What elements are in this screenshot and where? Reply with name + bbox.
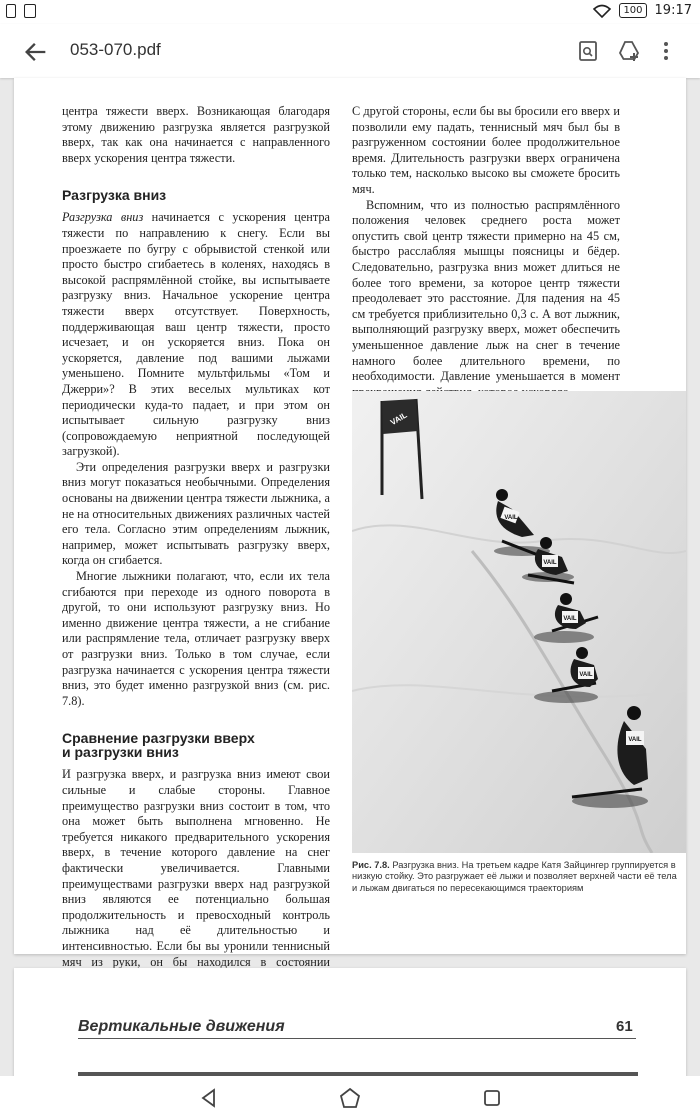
paragraph-ball-thrown: С другой стороны, если бы вы бросили его вверх и позволили ему падать, теннисный мяч был бы в разгруженном состоянии более продолжительное время. Длительность разгрузки вверх ограничена только тем, насколько высоко вы сможете бросить мяч. — [352, 104, 620, 196]
battery-icon: 100 — [619, 3, 646, 18]
search-document-icon[interactable] — [576, 39, 600, 63]
bib-text: VAIL — [504, 515, 518, 521]
nav-recents-icon[interactable] — [480, 1086, 504, 1110]
paragraph-text: начинается с ускорения центра тяжести по направлению к снегу. Если вы проезжаете по бугру с обрывистой стенкой или просто быстро сгибаетесь в коленях, находясь в высокой распрямлённой стойке, вы испытываете разгрузку вниз. Начальное ускорение центра тяжести вверх отсутствует. Поверхность, поддерживающая ваш центр тяжести, просто исчезает, и он ускоряется вниз. Пока он ускоряется, давление под вашими лыжами уменьшено. Помните мультфильмы «Том и Джерри»? В этих веселых мультиках кот периодически куда-то падает, и при этом он испытывает сильную разгрузку вниз (сопровождаемую неприятной последующей загрузкой). — [62, 210, 331, 459]
nav-home-icon[interactable] — [338, 1086, 362, 1110]
heading-line: Сравнение разгрузки вверх — [62, 730, 255, 747]
bib-text: VAIL — [543, 560, 557, 566]
figure-photo-skier-sequence — [352, 391, 686, 853]
bib-text: VAIL — [563, 616, 577, 622]
paragraph-skiers-belief: Многие лыжники полагают, что, если их тела сгибаются при переходе из одного поворота в другой, то они используют разгрузку вниз. Но именно движение центра тяжести, а не сгибание или распрямление тела, отличает разгрузку вверх от разгрузки вниз. Только в том случае, если разгрузка начинается с ускорения центра тяжести вниз, это будет именно разгрузкой вниз (см. рис. 7.8). — [62, 569, 330, 708]
figure-caption — [352, 860, 682, 894]
term-downward-unweighting: Разгрузка вниз — [62, 210, 144, 225]
document-title: 053-070.pdf — [70, 40, 161, 59]
caption-text: Разгрузка вниз. На третьем кадре Катя Зайцингер группируется в низкую стойку. Это разгружает её лыжи и позволяет верхней части её тела и лыжам двигаться по пересекающимся траекториям — [352, 860, 677, 893]
heading-downward-unweighting: Разгрузка вниз — [62, 187, 167, 204]
running-head: Вертикальные движения — [78, 1018, 285, 1035]
wifi-icon — [593, 4, 611, 18]
pdf-page — [14, 78, 686, 969]
intro-paragraph: центра тяжести вверх. Возникающая благодаря этому движению разгрузка является разгрузкой вверх, так как она начинается с направленного вверх ускорения центра тяжести. — [62, 104, 330, 165]
page-number: 61 — [616, 1018, 633, 1035]
caption-label: Рис. 7.8. — [352, 860, 390, 870]
bib-text: VAIL — [628, 737, 642, 743]
notification-alert-icon — [6, 4, 16, 18]
flag-text: VAIL — [388, 410, 409, 428]
header-rule — [78, 1038, 636, 1039]
add-to-drive-icon[interactable] — [617, 39, 641, 63]
notification-app-icon — [24, 4, 36, 18]
heading-line: и разгрузки вниз — [62, 744, 179, 761]
app-bar — [0, 24, 700, 78]
paragraph-definitions: Эти определения разгрузки вверх и разгрузки вниз могут показаться необычными. Определения основаны на движении центра тяжести лыжника, а не на относительных движениях различных частей его тела. Согласно этим определениям лыжник, например, может испытывать разгрузку вверх, когда он сгибается. — [62, 459, 330, 568]
bib-text: VAIL — [579, 672, 593, 678]
paragraph-downward-unweighting — [62, 210, 330, 460]
back-arrow-icon[interactable] — [22, 38, 50, 66]
navigation-bar — [0, 1076, 700, 1120]
ski-slope-illustration — [352, 391, 686, 853]
right-column — [352, 104, 620, 400]
paragraph-comparison: И разгрузка вверх, и разгрузка вниз имеют свои сильные и слабые стороны. Главное преимущество разгрузки вниз состоит в том, что она может быть выполнена мгновенно. Не требуется никакого предварительного ускорения вверх, в течение которого давление на снег фактически увеличивается. Главными преимуществами разгрузки вверх над разгрузкой вниз являются ее потенциально большая продолжительность и превосходный контроль лыжника над её длительностью и интенсивностью. Если бы вы уронили теннисный мяч из руки, он бы находился в состоянии — [62, 767, 330, 969]
paragraph-center-of-gravity: Вспомним, что из полностью распрямлённого положения человек среднего роста может опустить свой центр тяжести примерно на 45 см, быстро расслабляя мышцы поясницы и бёдер. Следовательно, разгрузка вниз может длиться не более того времени, за которое центр тяжести преодолевает это расстояние. Для падения на 45 см требуется приблизительно 0,3 с. А вот лыжник, выполняющий разгрузку вверх, может обеспечить уменьшенное давление лыж на снег в течение намного более длительного времени, по необходимости. Давление уменьшается в момент — [352, 197, 620, 384]
more-options-icon[interactable] — [654, 39, 678, 63]
status-bar — [0, 0, 700, 24]
clock: 19:17 — [654, 3, 692, 18]
heading-comparison — [62, 731, 330, 759]
nav-back-icon[interactable] — [197, 1086, 221, 1110]
left-column — [62, 104, 330, 1017]
